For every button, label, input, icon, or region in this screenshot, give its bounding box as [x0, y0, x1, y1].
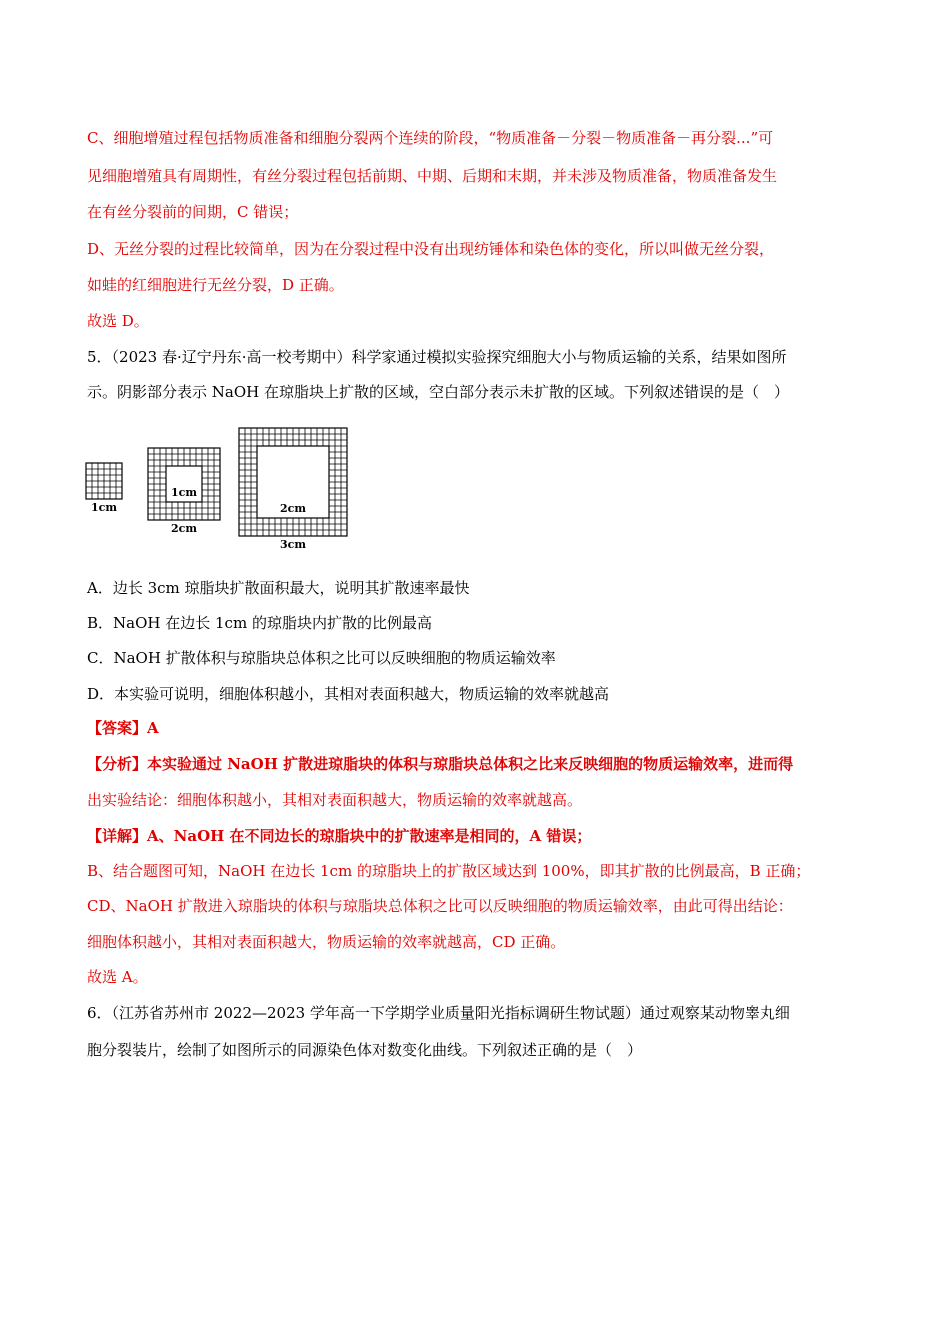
- text-line: 【详解】A、NaOH 在不同边长的琼脂块中的扩散速率是相同的，A 错误；: [87, 827, 592, 845]
- text-line: 细胞体积越小，其相对表面积越大，物质运输的效率就越高，CD 正确。: [87, 933, 566, 951]
- text-line: 见细胞增殖具有周期性，有丝分裂过程包括前期、中期、后期和末期，并未涉及物质准备，物质准备发生: [87, 167, 778, 185]
- text-line: D、无丝分裂的过程比较简单，因为在分裂过程中没有出现纺锤体和染色体的变化，所以叫做无丝分裂，: [87, 240, 775, 258]
- text-line: 故选 D。: [87, 312, 149, 330]
- text-line: A．边长 3cm 琼脂块扩散面积最大，说明其扩散速率最快: [87, 579, 470, 597]
- text-line: 在有丝分裂前的间期，C 错误；: [87, 203, 299, 221]
- text-line: 胞分裂装片，绘制了如图所示的同源染色体对数变化曲线。下列叙述正确的是（ ）: [87, 1041, 643, 1059]
- inner-size-label: 2cm: [280, 502, 306, 515]
- text-line: D．本实验可说明，细胞体积越小，其相对表面积越大，物质运输的效率就越高: [87, 685, 610, 703]
- agar-block-2cm: [148, 448, 220, 535]
- block-size-label: 1cm: [91, 501, 117, 514]
- text-line: C、细胞增殖过程包括物质准备和细胞分裂两个连续的阶段，“物质准备－分裂－物质准备－再分裂...”可: [87, 129, 774, 147]
- block-size-label: 3cm: [280, 538, 306, 551]
- text-line: B．NaOH 在边长 1cm 的琼脂块内扩散的比例最高: [87, 614, 432, 632]
- text-line: 【答案】A: [87, 719, 159, 737]
- text-line: C．NaOH 扩散体积与琼脂块总体积之比可以反映细胞的物质运输效率: [87, 649, 556, 667]
- text-line: 示。阴影部分表示 NaOH 在琼脂块上扩散的区域，空白部分表示未扩散的区域。下列叙述错误的是（ ）: [87, 383, 789, 401]
- text-line: B、结合题图可知，NaOH 在边长 1cm 的琼脂块上的扩散区域达到 100%，即其扩散的比例最高，B 正确；: [87, 862, 811, 880]
- text-line: 5．（2023 春·辽宁丹东·高一校考期中）科学家通过模拟实验探究细胞大小与物质运输的关系，结果如图所: [87, 348, 787, 366]
- text-line: 故选 A。: [87, 968, 148, 986]
- inner-size-label: 1cm: [171, 486, 197, 499]
- agar-block-figure: [80, 420, 370, 560]
- text-line: CD、NaOH 扩散进入琼脂块的体积与琼脂块总体积之比可以反映细胞的物质运输效率，由此可得出结论：: [87, 897, 793, 915]
- text-line: 如蛙的红细胞进行无丝分裂，D 正确。: [87, 276, 344, 294]
- text-line: 6．（江苏省苏州市 2022—2023 学年高一下学期学业质量阳光指标调研生物试题）通过观察某动物睾丸细: [87, 1004, 790, 1022]
- block-size-label: 2cm: [171, 522, 197, 535]
- agar-block-1cm: [86, 463, 122, 514]
- text-line: 【分析】本实验通过 NaOH 扩散进琼脂块的体积与琼脂块总体积之比来反映细胞的物质运输效率，进而得: [87, 755, 794, 773]
- agar-block-3cm: [239, 428, 347, 551]
- text-line: 出实验结论：细胞体积越小，其相对表面积越大，物质运输的效率就越高。: [87, 791, 583, 809]
